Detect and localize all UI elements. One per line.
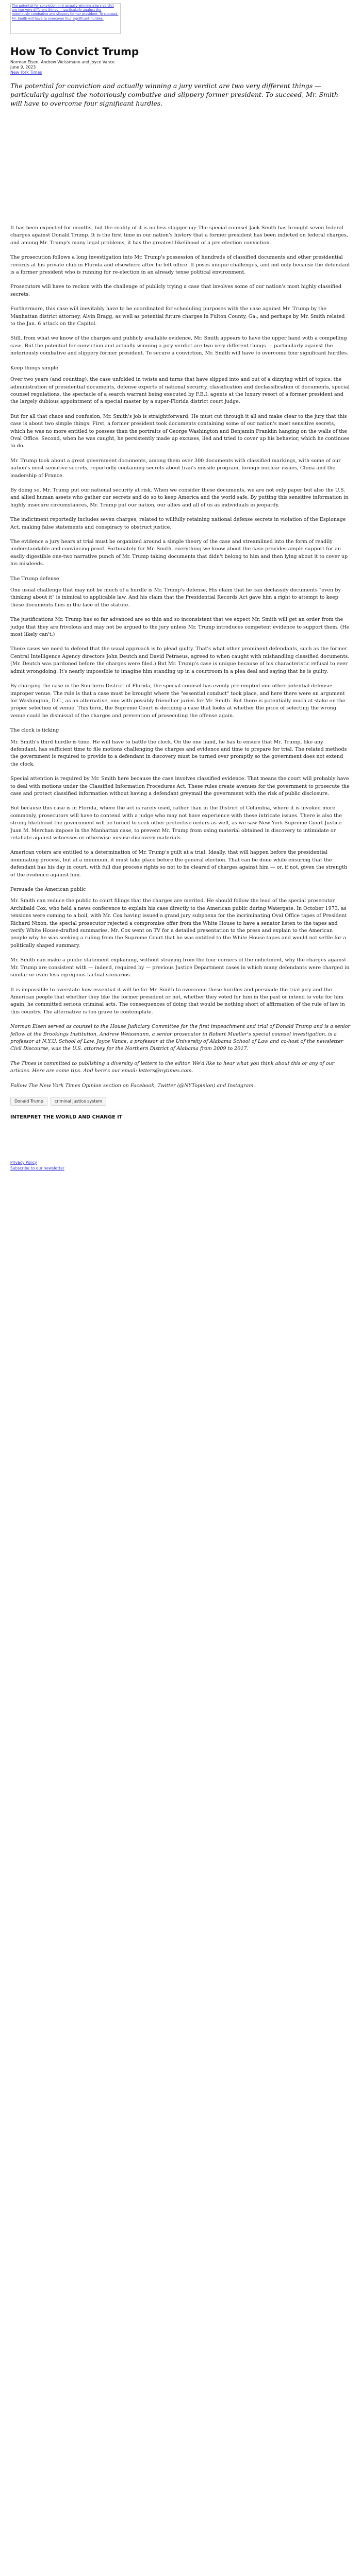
tag-list xyxy=(10,1097,351,1106)
article-paragraph: It is impossible to overstate how essential it will be for Mr. Smith to overcome these hurdles and persuade the trial jury and the American people that whether they like the former president or not, whether they voted for him in the past or intend to vote for him again, he committed serious criminal acts. The consequences of doing that would be nothing short of affirmation of the rule of law in this country. The alternative is too grave to contemplate. xyxy=(10,987,345,1015)
topic-tag[interactable]: criminal justice system xyxy=(51,1097,106,1106)
hero-image-placeholder xyxy=(10,114,125,225)
article-paragraph: Mr. Smith can reduce the public to court filings that the charges are merited. He should follow the lead of the special prosecutor Archibald Cox, who held a news conference to explain his case directly to the American public during Watergate. In October 1973, as tensions were coming to a boil, with Mr. Cox having issued a grand jury subpoena for the incriminating Oval Office tapes of President Richard Nixon, the special prosecutor rejected a compromise offer from the White House to have a senator listen to the tapes and verify White House-drafted summaries. Mr. Cox went on TV for a detailed presentation to the press and explain to the American people why he was seeking a ruling from the Supreme Court that he was entitled to the White House tapes and would not settle for a politically shaped summary. xyxy=(10,898,347,948)
privacy-policy-link[interactable]: Privacy Policy xyxy=(10,1160,37,1165)
byline-date: June 9, 2023 xyxy=(10,65,36,70)
site-footer xyxy=(10,1111,351,1160)
footer-title: INTERPRET THE WORLD AND CHANGE IT xyxy=(10,1111,351,1120)
article-paragraph: Mr. Smith's third hurdle is time. He will have to battle the clock. On the one hand, he has to ensure that Mr. Trump, like any defendant, has sufficient time to file motions challenging the charges and evidence and time to prepare for trial. The related methods the government is required to provide to a defendant in discovery must be turned over promptly so the government does not extend the clock. xyxy=(10,739,347,767)
article-paragraph: Mr. Smith can make a public statement explaining, without straying from the four corners of the indictment, why the charges against Mr. Trump are consistent with — indeed, required by — previous Justice Department cases in which many defendants were charged in similar or even less egregious factual scenarios. xyxy=(10,957,350,978)
byline xyxy=(10,60,351,75)
author-note: Follow The New York Times Opinion section on Facebook, Twitter (@NYTopinion) and Instagram. xyxy=(10,1082,255,1089)
article-paragraph: The prosecution follows a long investigation into Mr. Trump's possession of hundreds of classified documents and other presidential records at his private club in Florida and elsewhere after he left office. It poses unique challenges, and not only because the defendant is a former president who is running for re-election in an already tense political environment. xyxy=(10,255,350,276)
article-paragraph: But for all that chaos and confusion, Mr. Smith's job is straightforward: He must cut through it all and make clear to the jury that this case is about two simple things: First, a former president took documents containing some of our nation's most sensitive secrets, which he was no more entitled to possess than the portraits of George Washington and Benjamin Franklin hanging on the walls of the Oval Office. Second, when he was caught, he persistently made up excuses, lied and tried to cover up his behavior, which he continues to do. xyxy=(10,413,350,449)
article-paragraph: The indictment reportedly includes seven charges, related to willfully retaining national defense secrets in violation of the Espionage Act, making false statements and conspiracy to obstruct justice. xyxy=(10,517,346,530)
article-paragraph: The justifications Mr. Trump has so far advanced are so thin and so inconsistent that we expect Mr. Smith will get an order from the judge that they are frivolous and may not be argued to the jury unless Mr. Trump introduces competent evidence to support them. (He most likely can't.) xyxy=(10,617,350,638)
header-banner[interactable] xyxy=(10,3,121,34)
article-paragraph: By doing so, Mr. Trump put our national security at risk. When we consider these documents, we are not only paper but also the U.S. and allied human assets who gather our secrets and do so to keep America and the world safe. By putting this sensitive information in highly insecure circumstances, Mr. Trump put our nation, our allies and all of us as individuals in jeopardy. xyxy=(10,487,349,508)
article-paragraph: By charging the case in the Southern District of Florida, the special counsel has evenly pre-empted one other potential defense: improper venue. The rule is that a case must be brought where the "essential conduct" took place, and here there were an argument for Washington, D.C., as an alternative, one with possibly friendlier juries for Mr. Smith. But there is potentially much at stake on the proper selection of venue. This term, the Supreme Court is deciding a case that looks at whether the price of selecting the wrong venue could be dismissal of the charges and prevention of prosecuting the offense again. xyxy=(10,683,346,719)
article-title: How To Convict Trump xyxy=(10,45,139,58)
byline-section-link[interactable]: New York Times xyxy=(10,70,42,75)
section-heading: Persuade the American public xyxy=(10,887,86,893)
article-paragraph: Prosecutors will have to reckon with the challenge of publicly trying a case that involves some of our nation's most highly classified secrets. xyxy=(10,284,341,297)
section-heading: Keep things simple xyxy=(10,365,58,371)
article-summary: The potential for conviction and actually winning a jury verdict are two very different things — particularly against the notoriously combative and slippery former president. To succeed, Mr. Smith will have to overcome four significant hurdles. xyxy=(10,82,338,107)
article-paragraph: There cases we need to defend that the usual approach is to plead guilty. That's what other prominent defendants, such as the former Central Intelligence Agency directors John Deutch and David Petraeus, agreed to when caught with mishandling classified documents. (Mr. Deutch was pardoned before the charges were filed.) But Mr. Trump's case is unique because of his characteristic refusal to ever admit wrongdoing. It's nearly impossible to imagine him standing up in a courtroom in a plea deal and saying that he is guilty. xyxy=(10,646,350,674)
page xyxy=(0,3,361,1171)
author-note: Norman Eisen served as counsel to the House Judiciary Committee for the first impeachment and trial of Donald Trump and is a senior fellow at the Brookings Institution. Andrew Weissmann, a senior prosecutor in Robert Mueller's special counsel investigation, is a professor at N.Y.U. School of Law. Joyce Vance, a professor at the University of Alabama School of Law and co-host of the newsletter Civil Discourse, was the U.S. attorney for the Northern District of Alabama from 2009 to 2017. xyxy=(10,1024,351,1052)
article-paragraph: Over two years (and counting), the case unfolded in twists and turns that have slipped into and out of a dizzying whirl of topics: the administration of presidential documents, defense experts of national security, classification and declassification of documents, special counsel regulations, the spectacle of a search warrant being executed by F.B.I. agents at the luxury resort of a former president and the largely dubious appointment of a special master by a super-Florida district court judge. xyxy=(10,377,350,405)
article-main xyxy=(0,45,361,1160)
article-paragraph: Special attention is required by Mr. Smith here because the case involves classified evidence. That means the court will probably have to deal with motions under the Classified Information Procedures Act. These rules create avenues for the government to prosecute the case and protect classified information without having a defendant greymail the government with the risk of public disclosure. xyxy=(10,776,350,796)
banner-link-text[interactable]: The potential for conviction and actually winning a jury verdict are two very different things — particularly against the notoriously combative and slippery former president. To succeed, Mr. Smith will have to overcome four significant hurdles. xyxy=(12,4,119,21)
newsletter-subscribe-link[interactable]: Subscribe to our newsletter xyxy=(10,1165,64,1171)
article-paragraph: Furthermore, this case will inevitably have to be coordinated for scheduling purposes with the case against Mr. Trump by the Manhattan district attorney, Alvin Bragg, as well as potential future charges in Fulton County, Ga., and perhaps by Mr. Smith related to the Jan. 6 attack on the Capitol. xyxy=(10,306,345,327)
article-paragraph: It has been expected for months, but the reality of it is no less staggering: The special counsel Jack Smith has brought seven federal charges against Donald Trump. It is the first time in our nation's history that a former president has been indicted on federal charges, and among Mr. Trump's many legal problems, it has the greatest likelihood of a pre-election conviction. xyxy=(10,225,348,246)
article-paragraph: American voters are entitled to a determination of Mr. Trump's guilt at a trial. Ideally, that will happen before the presidential nominating process, but at a minimum, it must take place before the general election. That can be done while ensuring that the defendant has his day in court, with full due process rights so not to be cleared of charges against him — or, if not, given the strength of the evidence against him. xyxy=(10,850,348,878)
byline-authors: Norman Eisen, Andrew Weissmann and Joyce Vance xyxy=(10,60,115,64)
footer-links xyxy=(0,1160,361,1171)
topic-tag[interactable]: Donald Trump xyxy=(10,1097,47,1106)
article-body xyxy=(10,225,351,1090)
author-note: The Times is committed to publishing a diversity of letters to the editor. We'd like to hear what you think about this or any of our articles. Here are some tips. And here's our email: letters@nytimes.com. xyxy=(10,1060,335,1074)
article-paragraph: But because this case is in Florida, where the act is rarely used, rather than in the District of Columbia, where it is invoked more commonly, prosecutors will have to contend with a judge who may not have experience with these intricate issues. There is also the strong likelihood the government will be forced to seek other protective orders as well, as we saw New York Supreme Court Justice Juan M. Merchan impose in the Manhattan case, to prevent Mr. Trump from using material obtained in discovery to intimidate or retaliate against witnesses or otherwise misuse discovery materials. xyxy=(10,805,342,841)
article-paragraph: Still, from what we know of the charges and publicly available evidence, Mr. Smith appears to have the upper hand with a compelling case. But the potential for conviction and actually winning a jury verdict are two very different things — particularly against the notoriously combative and slippery former president. To secure a conviction, Mr. Smith will have to overcome four significant hurdles. xyxy=(10,335,349,357)
section-heading: The clock is ticking xyxy=(10,727,59,734)
section-heading: The Trump defense xyxy=(10,575,59,582)
article-paragraph: One usual challenge that may not be much of a hurdle is Mr. Trump's defense, His claim that he can declassify documents "even by thinking about it" is inimical to applicable law. And his claim that the Presidential Records Act gave him a right to attempt to keep these documents flies in the face of the statute. xyxy=(10,587,341,608)
article-paragraph: Mr. Trump took about a great government documents, among them over 300 documents with classified markings, with some of our nation's most sensitive secrets, reportedly containing secrets about Iran's missile program, foreign nuclear issues, China and the leadership of France. xyxy=(10,457,341,479)
article-paragraph: The evidence a jury hears at trial must be organized around a simple theory of the case and streamlined into the form of readily understandable and convincing proof. Fortunately for Mr. Smith, everything we know about the case provides ample support for an easily digestible one-two narrative punch of Mr. Trump taking documents that didn't belong to him and then lying about it to cover up his misdeeds. xyxy=(10,539,348,567)
